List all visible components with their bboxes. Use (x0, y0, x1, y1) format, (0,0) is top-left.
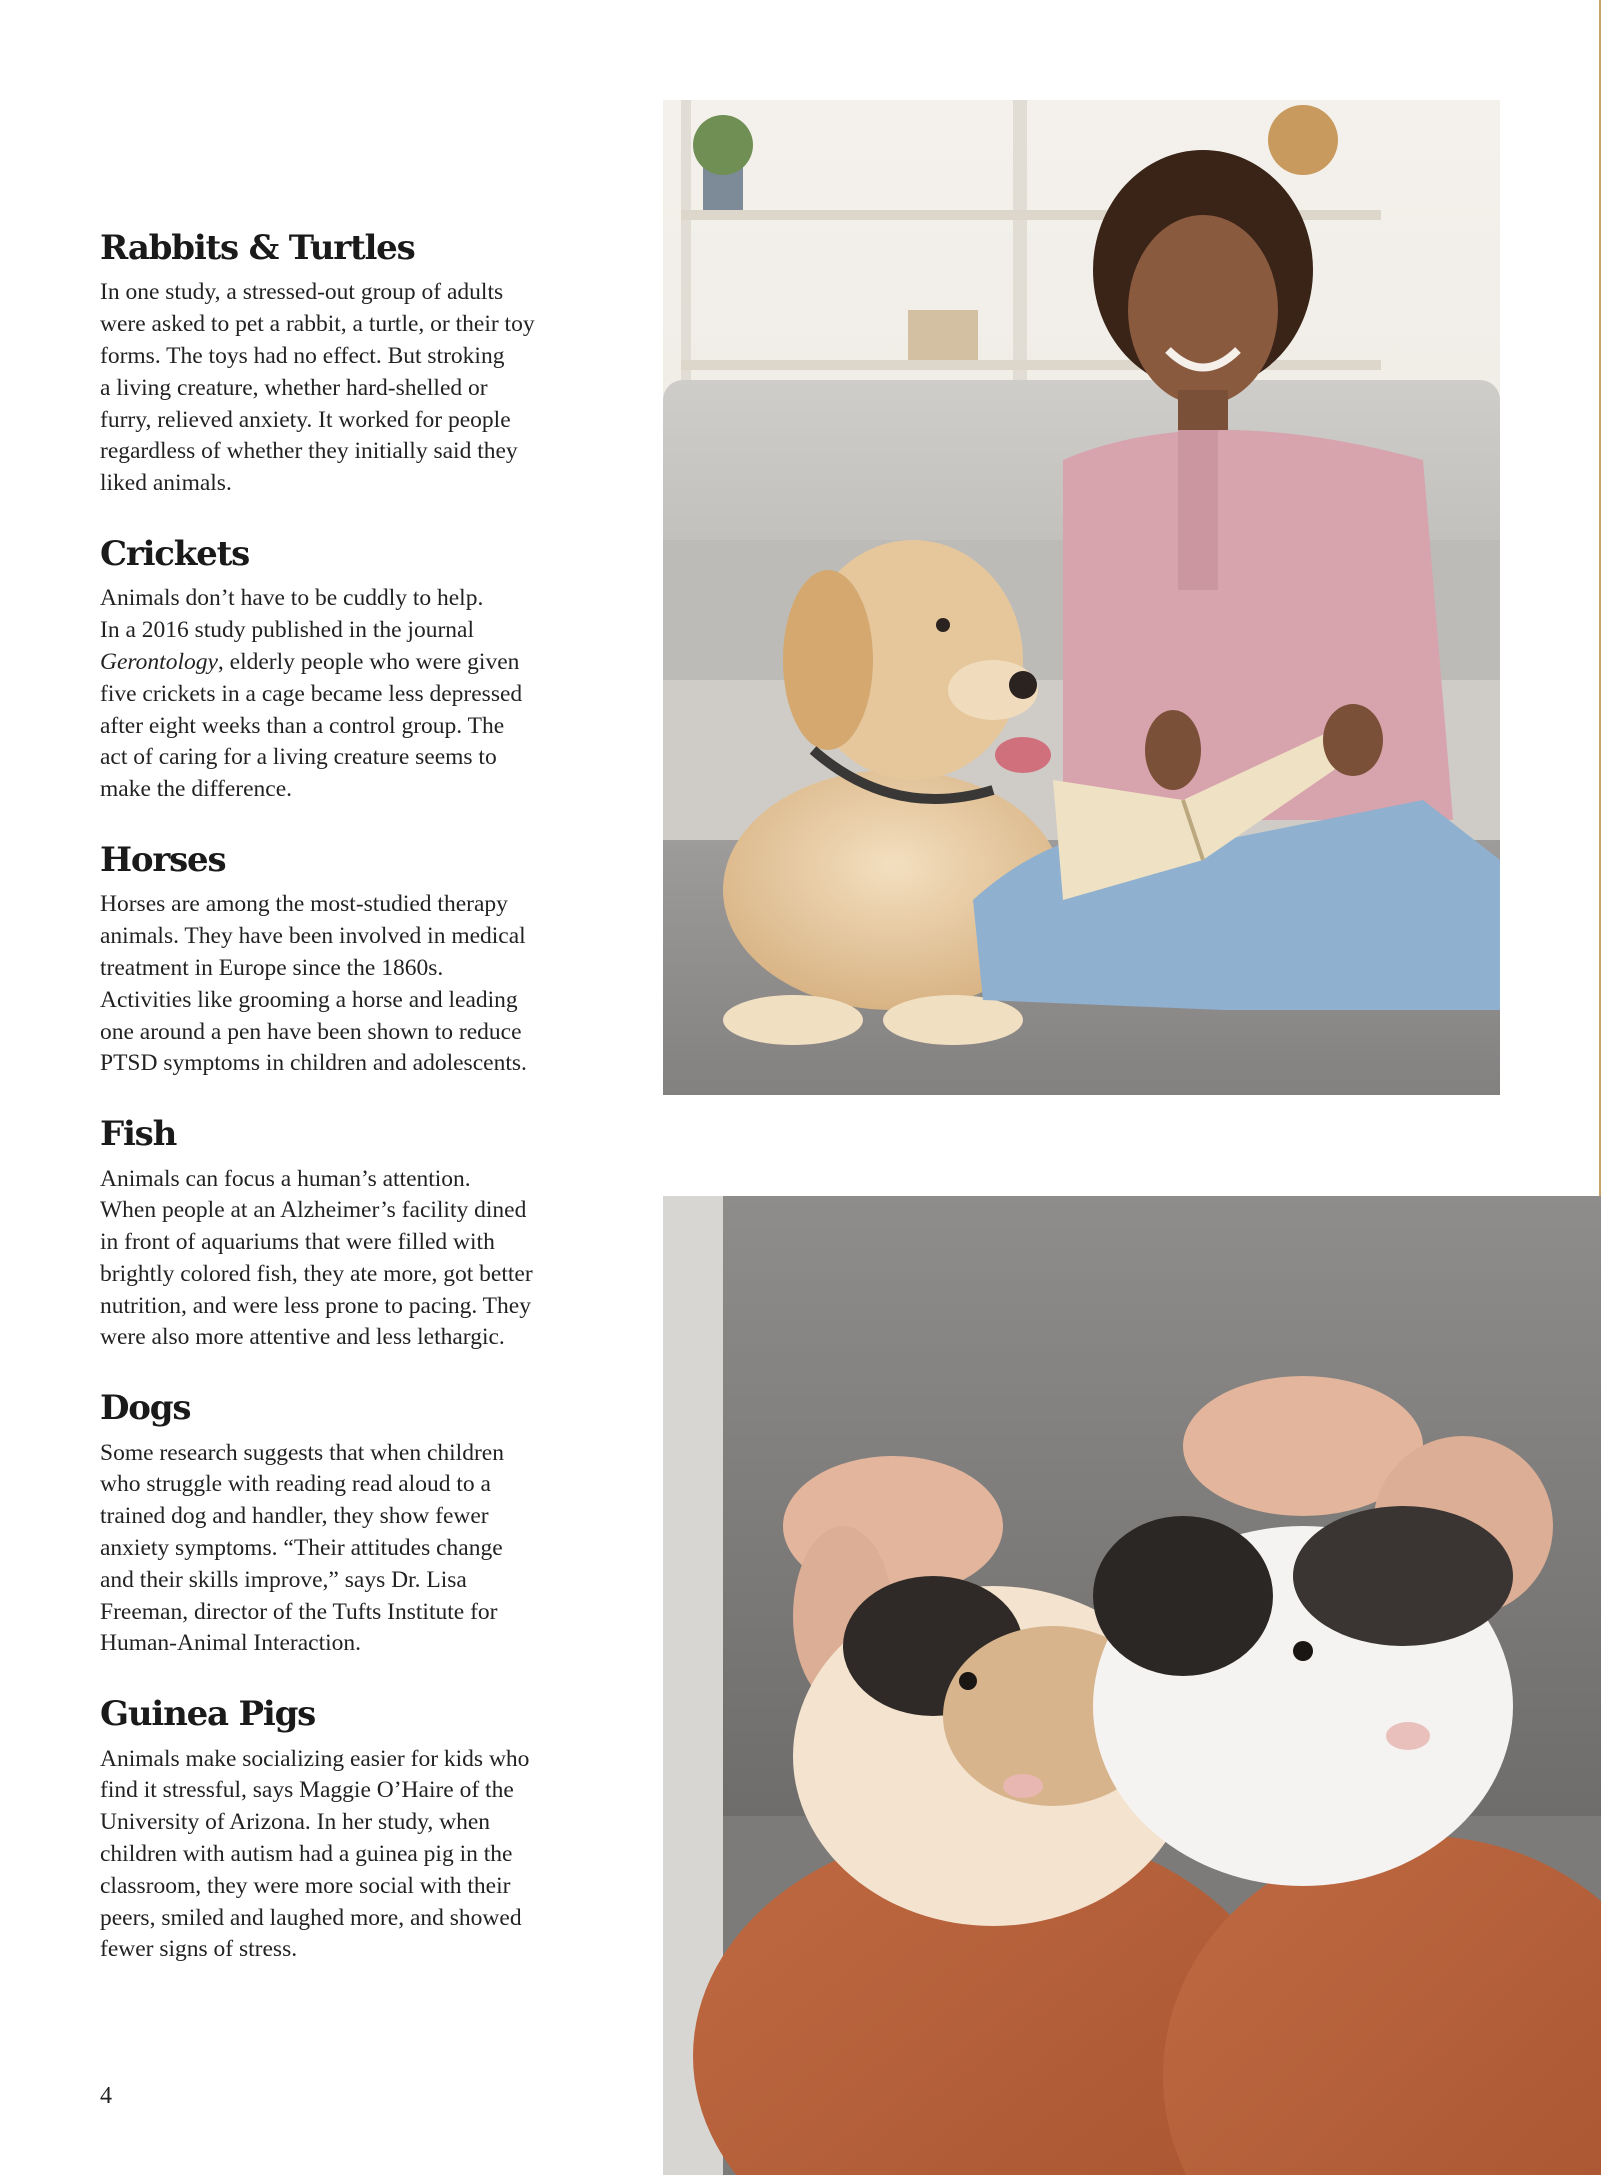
section-horses (100, 839, 600, 1080)
section-body (100, 277, 600, 500)
body-line: fewer signs of stress. (100, 1936, 298, 1963)
section-guinea-pigs (100, 1696, 600, 1966)
body-line: act of caring for a living creature seems to (100, 744, 497, 771)
body-line: classroom, they were more social with their (100, 1872, 511, 1899)
body-line: Horses are among the most-studied therapy (100, 891, 508, 918)
section-body (100, 1744, 600, 1967)
body-line: In one study, a stressed-out group of adults (100, 279, 504, 306)
body-line: children with autism had a guinea pig in the (100, 1841, 513, 1868)
body-line: Freeman, director of the Tufts Institute for (100, 1598, 498, 1625)
section-heading: Crickets (100, 533, 250, 574)
body-line: and their skills improve,” says Dr. Lisa (100, 1566, 467, 1593)
section-heading: Horses (100, 839, 226, 880)
body-line: were also more attentive and less lethargic. (100, 1324, 505, 1351)
body-line: nutrition, and were less prone to pacing. They (100, 1292, 531, 1319)
body-line: a living creature, whether hard-shelled or (100, 374, 488, 401)
section-rabbits-turtles (100, 230, 600, 500)
body-line: animals. They have been involved in medical (100, 923, 526, 950)
body-line: peers, smiled and laughed more, and showed (100, 1904, 522, 1931)
body-line: Animals don’t have to be cuddly to help. (100, 585, 484, 612)
section-heading: Guinea Pigs (100, 1694, 316, 1735)
section-body (100, 889, 600, 1080)
section-body (100, 1438, 600, 1661)
journal-title: Gerontology (100, 648, 218, 675)
body-line: When people at an Alzheimer’s facility dined (100, 1197, 527, 1224)
body-line: Animals make socializing easier for kids who (100, 1745, 530, 1772)
body-line: Animals can focus a human’s attention. (100, 1165, 471, 1192)
body-line: find it stressful, says Maggie O’Haire of the (100, 1777, 514, 1804)
body-line: five crickets in a cage became less depressed (100, 680, 523, 707)
page-number: 4 (100, 2083, 112, 2109)
body-line: who struggle with reading read aloud to a (100, 1471, 491, 1498)
body-line: forms. The toys had no effect. But stroking (100, 342, 505, 369)
body-line: make the difference. (100, 776, 293, 803)
body-line: after eight weeks than a control group. The (100, 712, 505, 739)
body-line: University of Arizona. In her study, when (100, 1809, 491, 1836)
body-line: Human-Animal Interaction. (100, 1630, 362, 1657)
section-body (100, 583, 600, 806)
body-line: PTSD symptoms in children and adolescents. (100, 1050, 527, 1077)
section-heading: Rabbits & Turtles (100, 228, 415, 268)
section-fish (100, 1116, 600, 1354)
body-line: in front of aquariums that were filled with (100, 1229, 495, 1256)
section-heading: Fish (100, 1114, 177, 1155)
body-line: In a 2016 study published in the journal (100, 617, 474, 644)
section-crickets (100, 533, 600, 806)
article-text-column (100, 230, 600, 2002)
body-line: anxiety symptoms. “Their attitudes change (100, 1535, 503, 1562)
body-line: brightly colored fish, they ate more, got better (100, 1260, 533, 1287)
photo-guinea-pigs (663, 1196, 1601, 2175)
section-heading: Dogs (100, 1388, 191, 1429)
photo-girl-reading-to-dog (663, 100, 1500, 1095)
body-line: , elderly people who were given (217, 648, 520, 675)
body-line: furry, relieved anxiety. It worked for people (100, 406, 511, 433)
photo-girl-dog-illustration (663, 100, 1500, 1095)
photo-guinea-pigs-illustration (663, 1196, 1601, 2175)
body-line: were asked to pet a rabbit, a turtle, or their toy (100, 311, 535, 338)
body-line: Some research suggests that when children (100, 1439, 504, 1466)
body-line: Activities like grooming a horse and leading (100, 986, 518, 1013)
body-line: liked animals. (100, 470, 232, 497)
body-line: treatment in Europe since the 1860s. (100, 954, 444, 981)
body-line: regardless of whether they initially said they (100, 438, 518, 465)
section-body (100, 1164, 600, 1355)
section-dogs (100, 1390, 600, 1660)
body-line: trained dog and handler, they show fewer (100, 1503, 489, 1530)
body-line: one around a pen have been shown to reduce (100, 1018, 522, 1045)
